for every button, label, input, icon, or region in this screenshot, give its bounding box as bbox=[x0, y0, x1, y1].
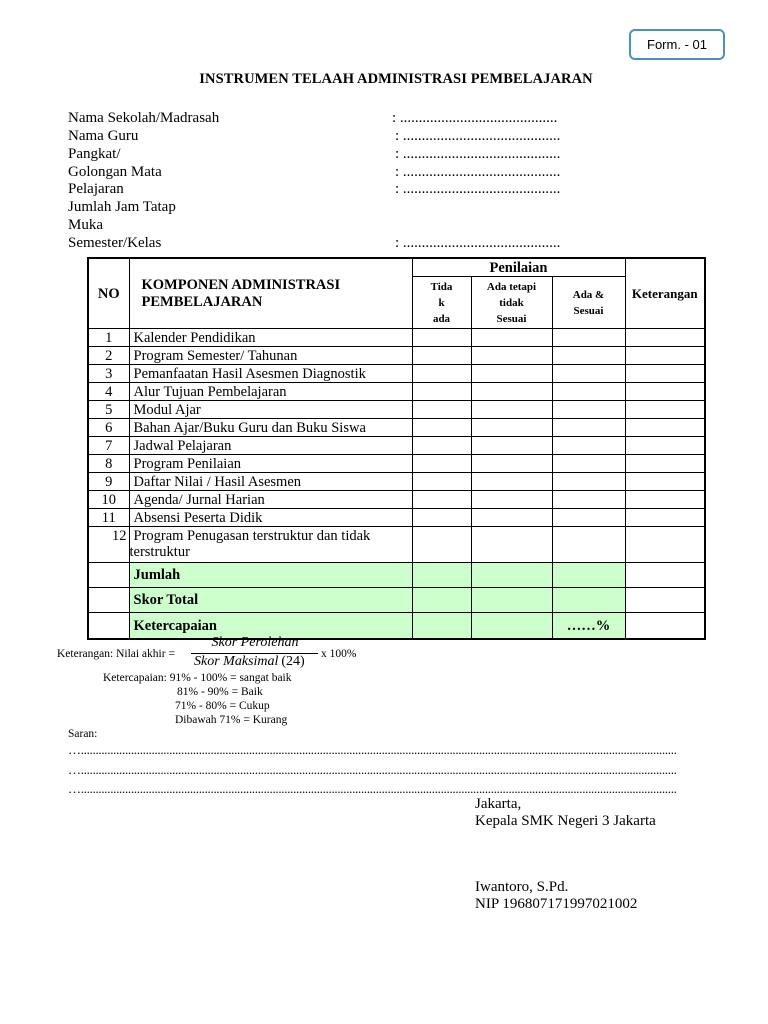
saran-line-3[interactable]: ….......................................................................................................................................................................................................... bbox=[68, 781, 677, 796]
row-ada-tidak-sesuai-cell[interactable] bbox=[471, 473, 552, 491]
header-tidak-ada-line1: Tida bbox=[430, 280, 453, 293]
row-ada-tidak-sesuai-cell[interactable] bbox=[471, 455, 552, 473]
row-keterangan-cell[interactable] bbox=[625, 365, 705, 383]
group-label: Golongan Mata bbox=[68, 164, 162, 180]
row-no: 4 bbox=[88, 383, 129, 401]
ketercapaian-percent[interactable]: ……% bbox=[552, 613, 625, 640]
teacher-label: Nama Guru bbox=[68, 128, 139, 144]
row-12-item-line2: terstruktur bbox=[129, 544, 190, 560]
row-no: 11 bbox=[88, 509, 129, 527]
row-ada-sesuai-cell[interactable] bbox=[552, 455, 625, 473]
table-row bbox=[88, 437, 705, 455]
formula-prefix: Keterangan: Nilai akhir = bbox=[57, 648, 175, 660]
row-tidak-ada-cell[interactable] bbox=[412, 347, 471, 365]
skor-total-ada-tidak-sesuai-cell[interactable] bbox=[471, 588, 552, 613]
header-ada-tidak-sesuai-line3: Sesuai bbox=[496, 313, 527, 325]
saran-line-2[interactable]: ….......................................................................................................................................................................................................... bbox=[68, 762, 677, 777]
row-keterangan-cell[interactable] bbox=[625, 455, 705, 473]
table-row bbox=[88, 329, 705, 347]
row-keterangan-cell[interactable] bbox=[625, 491, 705, 509]
row-12-item bbox=[129, 527, 412, 563]
row-ada-sesuai-cell[interactable] bbox=[552, 329, 625, 347]
row-ada-sesuai-cell[interactable] bbox=[552, 365, 625, 383]
table-row bbox=[88, 473, 705, 491]
saran-label: Saran: bbox=[68, 728, 98, 740]
hours-label-2: Muka bbox=[68, 217, 103, 233]
ketercapaian-tidak-ada-cell[interactable] bbox=[412, 613, 471, 640]
table-row bbox=[88, 365, 705, 383]
row-ada-sesuai-cell[interactable] bbox=[552, 473, 625, 491]
subject-value: : .......................................... bbox=[395, 181, 561, 197]
header-ada-sesuai-line1: Ada & bbox=[572, 289, 605, 301]
header-penilaian: Penilaian bbox=[412, 258, 625, 277]
row-item: Jadwal Pelajaran bbox=[129, 437, 412, 455]
rank-label: Pangkat/ bbox=[68, 146, 121, 162]
table-row bbox=[88, 455, 705, 473]
table-row bbox=[88, 383, 705, 401]
table-row bbox=[88, 419, 705, 437]
row-item: Absensi Peserta Didik bbox=[129, 509, 412, 527]
row-tidak-ada-cell[interactable] bbox=[412, 365, 471, 383]
row-tidak-ada-cell[interactable] bbox=[412, 401, 471, 419]
row-tidak-ada-cell[interactable] bbox=[412, 383, 471, 401]
header-ada-tidak-sesuai-line1: Ada tetapi bbox=[486, 281, 537, 293]
header-component-line2: PEMBELAJARAN bbox=[141, 293, 263, 310]
row-no: 10 bbox=[88, 491, 129, 509]
row-no: 9 bbox=[88, 473, 129, 491]
row-ada-sesuai-cell[interactable] bbox=[552, 401, 625, 419]
table-row bbox=[88, 347, 705, 365]
header-ada-tidak-sesuai-line2: tidak bbox=[499, 297, 524, 309]
scale-line-4: Dibawah 71% = Kurang bbox=[175, 714, 288, 726]
skor-total-tidak-ada-cell[interactable] bbox=[412, 588, 471, 613]
skor-total-no-cell bbox=[88, 588, 129, 613]
row-keterangan-cell[interactable] bbox=[625, 419, 705, 437]
row-keterangan-cell[interactable] bbox=[625, 329, 705, 347]
row-tidak-ada-cell[interactable] bbox=[412, 491, 471, 509]
hours-label: Jumlah Jam Tatap bbox=[68, 199, 176, 215]
row-tidak-ada-cell[interactable] bbox=[412, 437, 471, 455]
skor-total-keterangan-cell[interactable] bbox=[625, 588, 705, 613]
header-keterangan: Keterangan bbox=[625, 258, 705, 329]
header-component bbox=[129, 258, 412, 329]
document-title: INSTRUMEN TELAAH ADMINISTRASI PEMBELAJARAN bbox=[199, 71, 593, 87]
skor-total-ada-sesuai-cell[interactable] bbox=[552, 588, 625, 613]
row-ada-tidak-sesuai-cell[interactable] bbox=[471, 491, 552, 509]
signature-position: Kepala SMK Negeri 3 Jakarta bbox=[475, 813, 656, 829]
jumlah-ada-tidak-sesuai-cell[interactable] bbox=[471, 563, 552, 588]
jumlah-label: Jumlah bbox=[129, 563, 412, 588]
saran-line-1[interactable]: ….......................................................................................................................................................................................................... bbox=[68, 742, 677, 757]
scale-line-2: 81% - 90% = Baik bbox=[177, 686, 263, 698]
row-keterangan-cell[interactable] bbox=[625, 347, 705, 365]
school-value: : .......................................... bbox=[392, 110, 558, 126]
row-ada-sesuai-cell[interactable] bbox=[552, 437, 625, 455]
header-ada-sesuai bbox=[552, 277, 625, 329]
scale-line-3: 71% - 80% = Cukup bbox=[175, 700, 270, 712]
form-number-badge: Form. - 01 bbox=[629, 29, 725, 60]
assessment-table bbox=[87, 257, 706, 640]
ketercapaian-keterangan-cell[interactable] bbox=[625, 613, 705, 640]
header-tidak-ada-line2: k bbox=[438, 296, 445, 309]
header-ada-sesuai-line2: Sesuai bbox=[573, 305, 604, 317]
row-ada-sesuai-cell[interactable] bbox=[552, 509, 625, 527]
row-item: Kalender Pendidikan bbox=[129, 329, 412, 347]
row-item: Daftar Nilai / Hasil Asesmen bbox=[129, 473, 412, 491]
signature-nip: NIP 196807171997021002 bbox=[475, 896, 638, 912]
table-row bbox=[88, 401, 705, 419]
table-body bbox=[88, 329, 705, 527]
row-keterangan-cell[interactable] bbox=[625, 401, 705, 419]
row-item: Program Semester/ Tahunan bbox=[129, 347, 412, 365]
row-item: Pemanfaatan Hasil Asesmen Diagnostik bbox=[129, 365, 412, 383]
formula-denominator-value: (24) bbox=[281, 654, 305, 669]
row-12-item-line1: Program Penugasan terstruktur dan tidak bbox=[133, 528, 371, 544]
row-item: Modul Ajar bbox=[129, 401, 412, 419]
table-row bbox=[88, 491, 705, 509]
signature-name: Iwantoro, S.Pd. bbox=[475, 879, 569, 895]
header-ada-tidak-sesuai bbox=[471, 277, 552, 329]
school-label: Nama Sekolah/Madrasah bbox=[68, 110, 220, 126]
row-tidak-ada-cell[interactable] bbox=[412, 329, 471, 347]
row-item: Agenda/ Jurnal Harian bbox=[129, 491, 412, 509]
row-ada-tidak-sesuai-cell[interactable] bbox=[471, 365, 552, 383]
row-ada-tidak-sesuai-cell[interactable] bbox=[471, 383, 552, 401]
rank-value: : .......................................... bbox=[395, 146, 561, 162]
row-no: 1 bbox=[88, 329, 129, 347]
row-no: 2 bbox=[88, 347, 129, 365]
row-12-no: 12 bbox=[88, 527, 129, 563]
row-ada-sesuai-cell[interactable] bbox=[552, 347, 625, 365]
row-ada-tidak-sesuai-cell[interactable] bbox=[471, 509, 552, 527]
row-tidak-ada-cell[interactable] bbox=[412, 473, 471, 491]
formula-numerator: Skor Perolehan bbox=[211, 635, 299, 650]
ketercapaian-label: Ketercapaian bbox=[129, 613, 412, 640]
row-12-ada-sesuai-cell[interactable] bbox=[552, 527, 625, 563]
signature-place: Jakarta, bbox=[475, 796, 522, 812]
row-item: Program Penilaian bbox=[129, 455, 412, 473]
row-no: 8 bbox=[88, 455, 129, 473]
row-ada-sesuai-cell[interactable] bbox=[552, 491, 625, 509]
scale-line-1: Ketercapaian: 91% - 100% = sangat baik bbox=[103, 672, 292, 684]
row-ada-tidak-sesuai-cell[interactable] bbox=[471, 329, 552, 347]
teacher-value: : .......................................... bbox=[395, 128, 561, 144]
row-ada-tidak-sesuai-cell[interactable] bbox=[471, 419, 552, 437]
header-component-line1: KOMPONEN ADMINISTRASI bbox=[141, 276, 341, 293]
row-keterangan-cell[interactable] bbox=[625, 509, 705, 527]
formula-denominator-text: Skor Maksimal bbox=[194, 654, 279, 669]
header-tidak-ada bbox=[412, 277, 471, 329]
row-keterangan-cell[interactable] bbox=[625, 383, 705, 401]
row-tidak-ada-cell[interactable] bbox=[412, 419, 471, 437]
jumlah-ada-sesuai-cell[interactable] bbox=[552, 563, 625, 588]
row-no: 3 bbox=[88, 365, 129, 383]
row-ada-tidak-sesuai-cell[interactable] bbox=[471, 401, 552, 419]
row-tidak-ada-cell[interactable] bbox=[412, 455, 471, 473]
row-item: Alur Tujuan Pembelajaran bbox=[129, 383, 412, 401]
row-ada-tidak-sesuai-cell[interactable] bbox=[471, 437, 552, 455]
header-tidak-ada-line3: ada bbox=[432, 312, 451, 325]
row-no: 5 bbox=[88, 401, 129, 419]
row-12-ada-tidak-sesuai-cell[interactable] bbox=[471, 527, 552, 563]
row-ada-sesuai-cell[interactable] bbox=[552, 383, 625, 401]
row-12-keterangan-cell[interactable] bbox=[625, 527, 705, 563]
header-no: NO bbox=[88, 258, 129, 329]
jumlah-tidak-ada-cell[interactable] bbox=[412, 563, 471, 588]
row-no: 6 bbox=[88, 419, 129, 437]
semester-label: Semester/Kelas bbox=[68, 235, 162, 251]
row-keterangan-cell[interactable] bbox=[625, 437, 705, 455]
ketercapaian-ada-tidak-sesuai-cell[interactable] bbox=[471, 613, 552, 640]
group-value: : .......................................... bbox=[395, 164, 561, 180]
subject-label: Pelajaran bbox=[68, 181, 124, 197]
table-row bbox=[88, 509, 705, 527]
jumlah-no-cell bbox=[88, 563, 129, 588]
row-tidak-ada-cell[interactable] bbox=[412, 509, 471, 527]
formula-denominator bbox=[194, 654, 305, 670]
ketercapaian-no-cell bbox=[88, 613, 129, 640]
jumlah-keterangan-cell[interactable] bbox=[625, 563, 705, 588]
formula-suffix: x 100% bbox=[321, 648, 357, 660]
row-ada-tidak-sesuai-cell[interactable] bbox=[471, 347, 552, 365]
semester-value: : .......................................... bbox=[395, 235, 561, 251]
row-no: 7 bbox=[88, 437, 129, 455]
row-ada-sesuai-cell[interactable] bbox=[552, 419, 625, 437]
row-12-tidak-ada-cell[interactable] bbox=[412, 527, 471, 563]
skor-total-label: Skor Total bbox=[129, 588, 412, 613]
row-item: Bahan Ajar/Buku Guru dan Buku Siswa bbox=[129, 419, 412, 437]
row-keterangan-cell[interactable] bbox=[625, 473, 705, 491]
